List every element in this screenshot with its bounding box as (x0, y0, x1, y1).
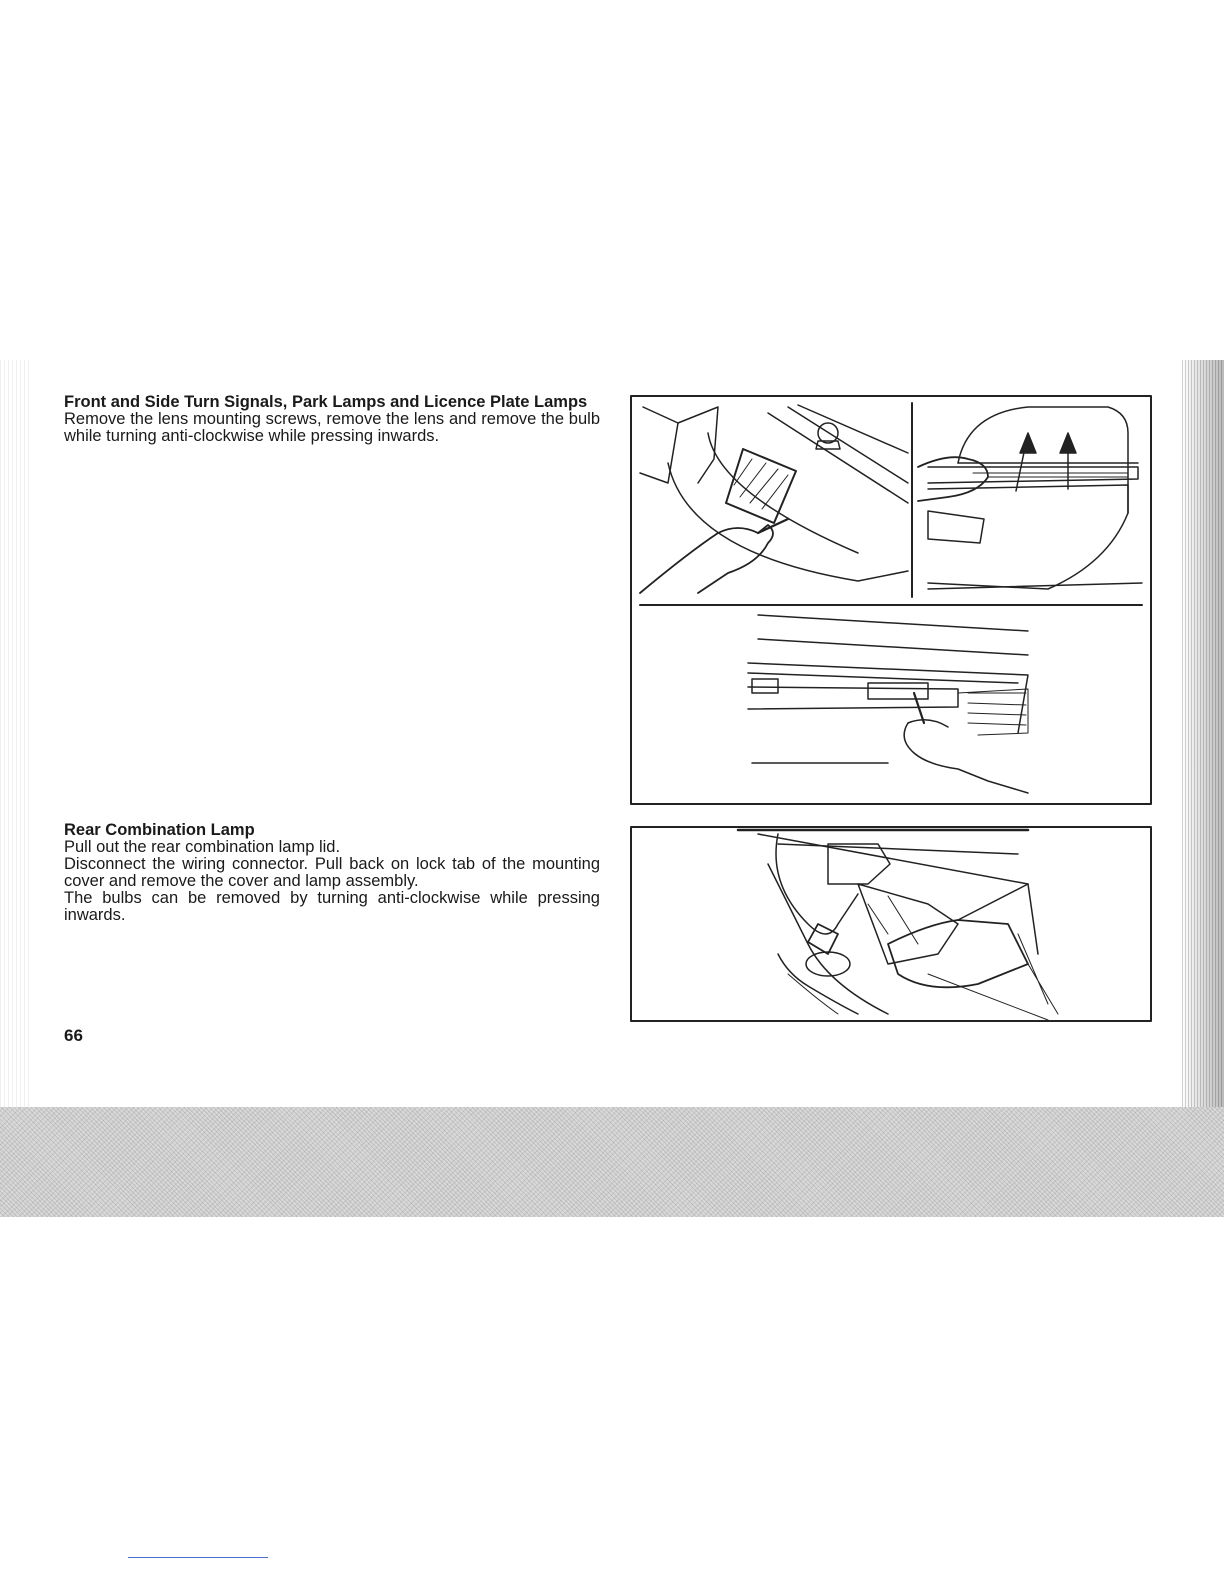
section-front-side-lamps (64, 394, 600, 445)
scan-shadow-right (1182, 360, 1224, 1120)
park-lamp-removal-drawing (918, 407, 1142, 589)
scan-shadow-left (0, 360, 30, 1120)
page-number: 66 (64, 1026, 83, 1045)
turn-signal-lens-removal-drawing (640, 405, 908, 593)
section-paragraph: Disconnect the wiring connector. Pull back on lock tab of the mounting cover and remove the cover and lamp assembly. (64, 855, 600, 890)
licence-plate-lamp-removal-drawing (748, 615, 1028, 793)
section-paragraph: Remove the lens mounting screws, remove the lens and remove the bulb while turning anti-clockwise while pressing inwards. (64, 410, 600, 445)
rear-lamp-bulb-removal-drawing (738, 830, 1058, 1020)
front-side-lamp-illustrations (628, 393, 1154, 807)
rear-combination-lamp-illustration (628, 824, 1154, 1024)
footer-rule (128, 1557, 268, 1558)
section-paragraph: The bulbs can be removed by turning anti-clockwise while pressing inwards. (64, 889, 600, 924)
scan-noise-band (0, 1107, 1224, 1217)
lens-hatch (726, 449, 796, 523)
section-heading: Rear Combination Lamp (64, 821, 255, 839)
section-rear-combination-lamp (64, 822, 600, 924)
section-paragraph: Pull out the rear combination lamp lid. (64, 838, 341, 856)
section-heading: Front and Side Turn Signals, Park Lamps and Licence Plate Lamps (64, 393, 588, 411)
